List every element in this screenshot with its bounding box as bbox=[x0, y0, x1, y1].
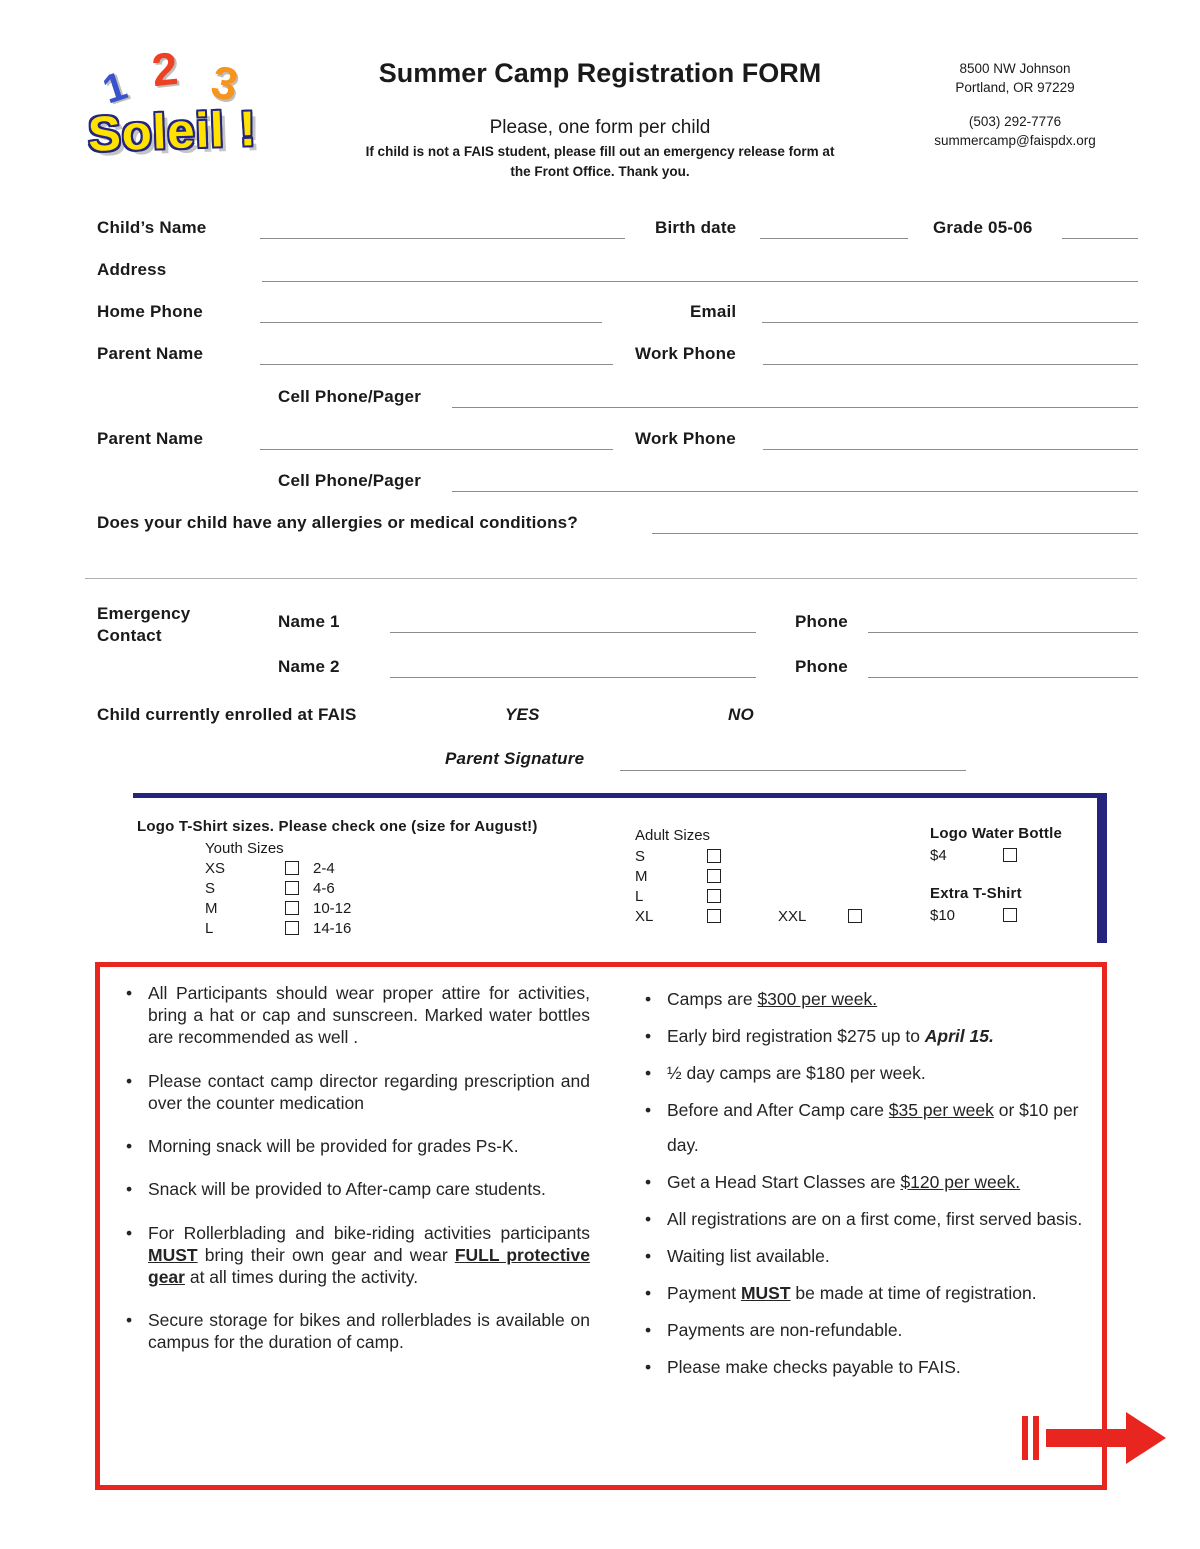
page-title: Summer Camp Registration FORM bbox=[378, 58, 822, 88]
checkbox-adult-m bbox=[707, 869, 721, 883]
water-bottle-title: Logo Water Bottle bbox=[930, 825, 1062, 842]
parent1-name-label: Parent Name bbox=[97, 344, 204, 363]
enrolled-yes-option: YES bbox=[505, 705, 540, 724]
child-name-label: Child’s Name bbox=[97, 218, 207, 237]
checkbox-youth-m bbox=[285, 901, 299, 915]
parent2-cell-line bbox=[452, 491, 1138, 492]
adult-s-label: S bbox=[635, 848, 646, 865]
parent1-work-phone-line bbox=[763, 364, 1138, 365]
bullet-item: • Before and After Camp care $35 per week or $10 per day. bbox=[637, 1093, 1099, 1161]
parent2-work-phone-label: Work Phone bbox=[635, 429, 736, 448]
address-line bbox=[262, 281, 1138, 282]
parent2-name-line bbox=[260, 449, 613, 450]
bullet-item: • Get a Head Start Classes are $120 per week. bbox=[637, 1165, 1099, 1199]
allergies-line bbox=[652, 533, 1138, 534]
phone-number: (503) 292-7776 bbox=[968, 113, 1062, 129]
child-name-line bbox=[260, 238, 625, 239]
home-phone-label: Home Phone bbox=[97, 302, 203, 321]
birth-date-label: Birth date bbox=[655, 218, 737, 237]
emergency-name1-line bbox=[390, 632, 756, 633]
arrow-bar-1 bbox=[1022, 1416, 1028, 1460]
emergency-phone2-line bbox=[868, 677, 1138, 678]
emergency-name2-label: Name 2 bbox=[278, 657, 340, 676]
emergency-name1-label: Name 1 bbox=[278, 612, 340, 631]
notes-left-column bbox=[118, 982, 590, 1375]
address-line2: Portland, OR 97229 bbox=[955, 79, 1075, 95]
bullet-item: • Payments are non-refundable. bbox=[637, 1313, 1099, 1347]
section-divider bbox=[85, 578, 1137, 579]
youth-sizes-title: Youth Sizes bbox=[205, 840, 284, 857]
bullet-item: • Secure storage for bikes and rollerblades is available on campus for the duration of camp. bbox=[118, 1309, 590, 1353]
adult-l-label: L bbox=[635, 888, 644, 905]
enrolled-label: Child currently enrolled at FAIS bbox=[97, 705, 357, 724]
email-address: summercamp@faispdx.org bbox=[934, 132, 1096, 148]
arrow-bar-2 bbox=[1033, 1416, 1039, 1460]
bullet-item: • Camps are $300 per week. bbox=[637, 982, 1099, 1016]
parent-signature-line bbox=[620, 770, 966, 771]
enrolled-no-option: NO bbox=[728, 705, 754, 724]
checkbox-adult-l bbox=[707, 889, 721, 903]
bullet-item: • ½ day camps are $180 per week. bbox=[637, 1056, 1099, 1090]
emergency-phone1-label: Phone bbox=[795, 612, 848, 631]
water-bottle-price: $4 bbox=[930, 847, 947, 864]
youth-l-range: 14-16 bbox=[313, 920, 352, 937]
youth-xs-label: XS bbox=[205, 860, 226, 877]
youth-s-range: 4-6 bbox=[313, 880, 335, 897]
parent-signature-label: Parent Signature bbox=[445, 749, 585, 768]
bullet-item: • Snack will be provided to After-camp care students. bbox=[118, 1178, 590, 1200]
contact-block bbox=[890, 60, 1140, 151]
checkbox-adult-xl bbox=[707, 909, 721, 923]
address-line1: 8500 NW Johnson bbox=[959, 61, 1071, 76]
bullet-item: • All registrations are on a first come, first served basis. bbox=[637, 1202, 1099, 1236]
checkbox-water-bottle bbox=[1003, 848, 1017, 862]
parent2-work-phone-line bbox=[763, 449, 1138, 450]
address-label: Address bbox=[97, 260, 167, 279]
logo-digit-2: 2 bbox=[149, 41, 181, 97]
form-subtitle: Please, one form per child bbox=[489, 117, 711, 138]
checkbox-youth-l bbox=[285, 921, 299, 935]
bullet-item: • Early bird registration $275 up to April 15. bbox=[637, 1019, 1099, 1053]
emergency-phone1-line bbox=[868, 632, 1138, 633]
front-office-note-line1: If child is not a FAIS student, please fill out an emergency release form at bbox=[365, 144, 835, 159]
logo-digit-3: 3 bbox=[206, 54, 243, 112]
checkbox-extra-tshirt bbox=[1003, 908, 1017, 922]
home-phone-line bbox=[260, 322, 602, 323]
adult-xl-label: XL bbox=[635, 908, 654, 925]
front-office-note bbox=[290, 142, 910, 183]
parent1-work-phone-label: Work Phone bbox=[635, 344, 736, 363]
youth-s-label: S bbox=[205, 880, 216, 897]
youth-l-label: L bbox=[205, 920, 214, 937]
emergency-label-line2: Contact bbox=[97, 626, 162, 645]
youth-m-label: M bbox=[205, 900, 218, 917]
soleil-123-logo bbox=[88, 40, 298, 185]
checkbox-adult-s bbox=[707, 849, 721, 863]
arrow-shaft bbox=[1046, 1429, 1130, 1447]
adult-sizes-title: Adult Sizes bbox=[635, 827, 711, 844]
extra-tshirt-price: $10 bbox=[930, 907, 956, 924]
red-arrow-icon bbox=[1022, 1412, 1167, 1464]
logo-wordmark: Soleil ! bbox=[87, 102, 258, 162]
allergies-label: Does your child have any allergies or medical conditions? bbox=[97, 513, 578, 532]
tshirt-title: Logo T-Shirt sizes. Please check one (size for August!) bbox=[137, 818, 538, 835]
email-label: Email bbox=[690, 302, 737, 321]
parent1-cell-line bbox=[452, 407, 1138, 408]
parent2-name-label: Parent Name bbox=[97, 429, 204, 448]
bullet-item: • All Participants should wear proper attire for activities, bring a hat or cap and sunscreen. Marked water bottles are recommended as well . bbox=[118, 982, 590, 1049]
parent2-cell-label: Cell Phone/Pager bbox=[278, 471, 422, 490]
logo-digit-1: 1 bbox=[97, 63, 133, 113]
grade-line bbox=[1062, 238, 1138, 239]
notes-right-column bbox=[637, 982, 1099, 1387]
bullet-item: • Please contact camp director regarding prescription and over the counter medication bbox=[118, 1070, 590, 1114]
extra-tshirt-title: Extra T-Shirt bbox=[930, 885, 1022, 902]
tshirt-section-border bbox=[133, 793, 1107, 943]
youth-m-range: 10-12 bbox=[313, 900, 352, 917]
checkbox-youth-s bbox=[285, 881, 299, 895]
bullet-item: • Payment MUST be made at time of registration. bbox=[637, 1276, 1099, 1310]
front-office-note-line2: the Front Office. Thank you. bbox=[510, 164, 690, 180]
email-line bbox=[762, 322, 1138, 323]
bullet-item: • For Rollerblading and bike-riding activities participants MUST bring their own gear and wear FULL protective gear at all times during the activity. bbox=[118, 1222, 590, 1289]
checkbox-youth-xs bbox=[285, 861, 299, 875]
parent1-cell-label: Cell Phone/Pager bbox=[278, 387, 422, 406]
emergency-label-line1: Emergency bbox=[97, 604, 191, 623]
bullet-item: • Please make checks payable to FAIS. bbox=[637, 1350, 1099, 1384]
emergency-name2-line bbox=[390, 677, 756, 678]
birth-date-line bbox=[760, 238, 908, 239]
arrow-head bbox=[1126, 1412, 1166, 1464]
checkbox-adult-xxl bbox=[848, 909, 862, 923]
youth-xs-range: 2-4 bbox=[313, 860, 335, 877]
adult-xxl-label: XXL bbox=[778, 908, 807, 925]
bullet-item: • Morning snack will be provided for grades Ps-K. bbox=[118, 1135, 590, 1157]
adult-m-label: M bbox=[635, 868, 648, 885]
grade-label: Grade 05-06 bbox=[933, 218, 1033, 237]
emergency-phone2-label: Phone bbox=[795, 657, 848, 676]
bullet-item: • Waiting list available. bbox=[637, 1239, 1099, 1273]
parent1-name-line bbox=[260, 364, 613, 365]
